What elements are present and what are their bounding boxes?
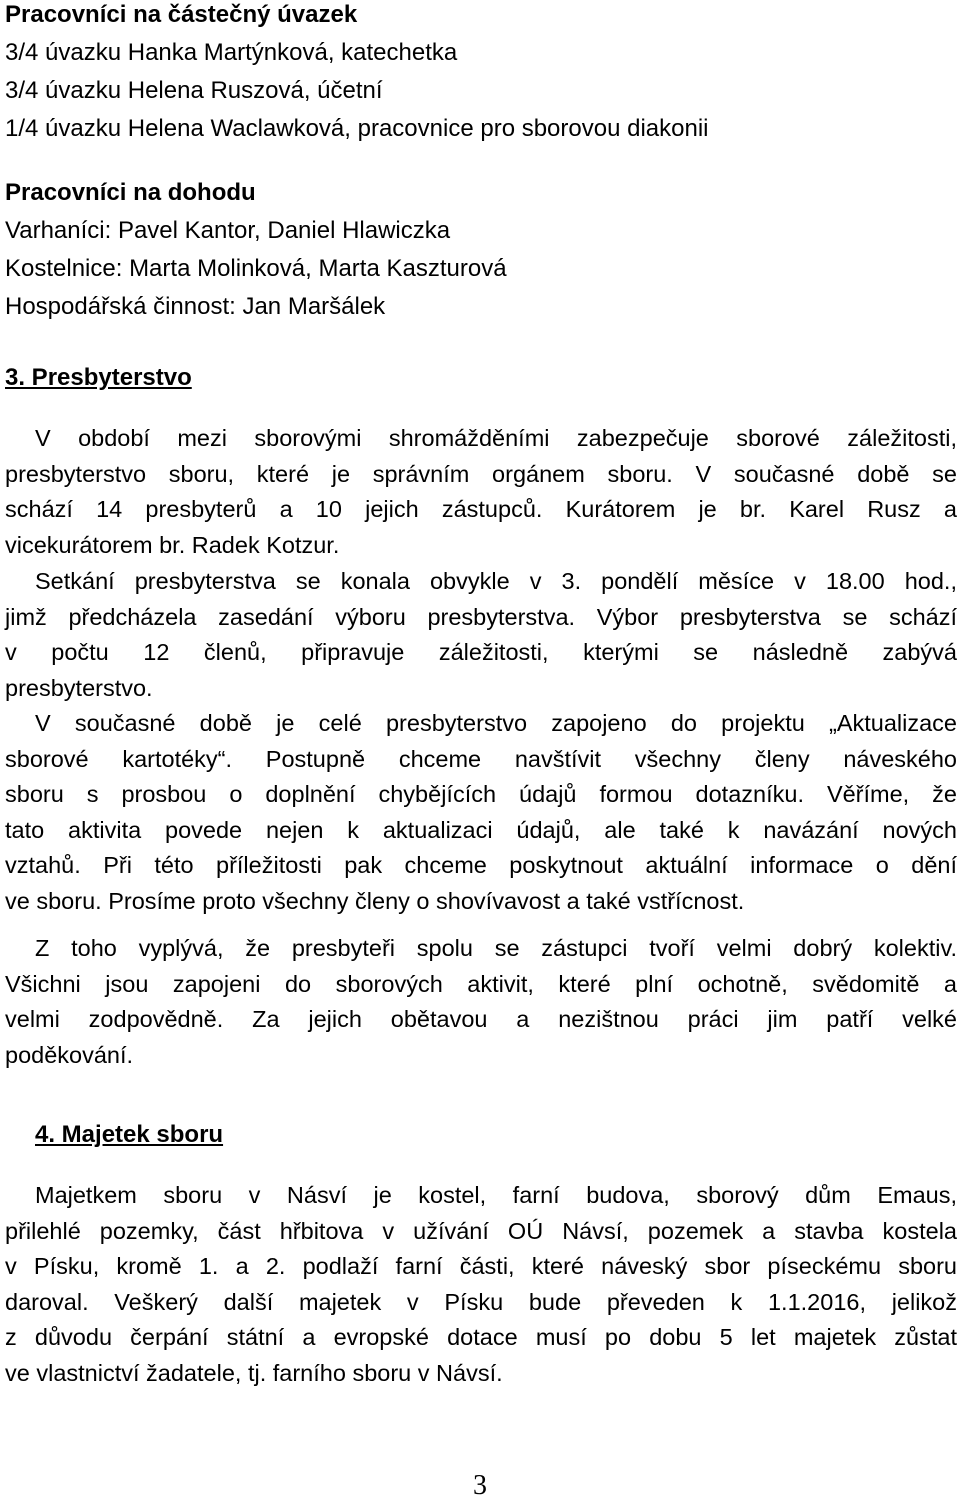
paragraph-line: V období mezi sborovými shromážděními zabezpečuje sborové záležitosti, [35,425,957,451]
paragraph-line: v Písku, kromě 1. a 2. podlaží farní části, které náveský sbor píseckému sboru [5,1253,957,1280]
contract-line: Varhaníci: Pavel Kantor, Daniel Hlawiczka [5,217,451,244]
section4-paragraph-1 [5,1178,957,1392]
paragraph-line: schází 14 presbyterů a 10 jejich zástupců. Kurátorem je br. Karel Rusz a [5,496,957,523]
paragraph-line: presbyterstvo. [5,674,153,701]
paragraph-line: Setkání presbyterstva se konala obvykle v 3. pondělí měsíce v 18.00 hod., [35,568,957,594]
paragraph-line: přilehlé pozemky, část hřbitova v užívání OÚ Návsí, pozemek a stavba kostela [5,1217,957,1244]
paragraph-line: sborové kartotéky“. Postupně chceme navštívit všechny členy náveského [5,745,957,772]
section3-paragraph-3 [5,706,957,920]
paragraph-line: daroval. Veškerý další majetek v Písku bude převeden k 1.1.2016, jelikož [5,1288,957,1315]
paragraph-line: Všichni jsou zapojeni do sborových aktivit, které plní ochotně, svědomitě a [5,970,957,997]
paragraph-line: Majetkem sboru v Násví je kostel, farní budova, sborový dům Emaus, [35,1182,957,1208]
paragraph-line: presbyterstvo sboru, které je správním orgánem sboru. V současné době se [5,460,957,487]
contract-line: Hospodářská činnost: Jan Maršálek [5,293,386,320]
section4-heading-block [35,1116,223,1154]
paragraph-line: poděkování. [5,1041,134,1068]
section3-paragraph-2 [5,564,957,706]
contract-line: Kostelnice: Marta Molinková, Marta Kaszturová [5,255,507,282]
page-number: 3 [473,1470,487,1501]
section4-heading: 4. Majetek sboru [35,1121,224,1148]
paragraph-line: velmi zodpovědně. Za jejich obětavou a nezištnou práci jim patří velké [5,1006,957,1033]
paragraph-line: sboru s prosbou o doplnění chybějících údajů formou dotazníku. Věříme, že [5,781,957,808]
paragraph-line: vztahů. Při této příležitosti pak chceme poskytnout aktuální informace o dění [5,852,957,879]
section3-paragraph-4 [5,931,957,1073]
paragraph-line: ve sboru. Prosíme proto všechny členy o shovívavost a také vstřícnost. [5,887,745,914]
paragraph-line: v počtu 12 členů, připravuje záležitosti, kterými se následně zabývá [5,639,957,666]
part-time-heading: Pracovníci na částečný úvazek [5,1,358,28]
part-time-block [5,0,958,148]
part-time-line: 1/4 úvazku Helena Waclawková, pracovnice pro sborovou diakonii [5,115,709,142]
part-time-line: 3/4 úvazku Helena Ruszová, účetní [5,77,383,104]
paragraph-line: V současné době je celé presbyterstvo zapojeno do projektu „Aktualizace [35,710,957,736]
paragraph-line: ve vlastnictví žadatele, tj. farního sboru v Návsí. [5,1359,503,1386]
section3-paragraph-1 [5,421,957,563]
paragraph-line: z důvodu čerpání státní a evropské dotace musí po dobu 5 let majetek zůstat [5,1324,957,1351]
section3-heading: 3. Presbyterstvo [5,364,192,391]
contract-block [5,174,958,326]
part-time-line: 3/4 úvazku Hanka Martýnková, katechetka [5,39,458,66]
paragraph-line: tato aktivita povede nejen k aktualizaci údajů, ale také k navázání nových [5,816,957,843]
paragraph-line: vicekurátorem br. Radek Kotzur. [5,531,340,558]
contract-heading: Pracovníci na dohodu [5,179,256,206]
section3-heading-block [5,359,958,397]
paragraph-line: Z toho vyplývá, že presbyteři spolu se zástupci tvoří velmi dobrý kolektiv. [35,935,957,961]
paragraph-line: jimž předcházela zasedání výboru presbyterstva. Výbor presbyterstva se schází [5,603,957,630]
